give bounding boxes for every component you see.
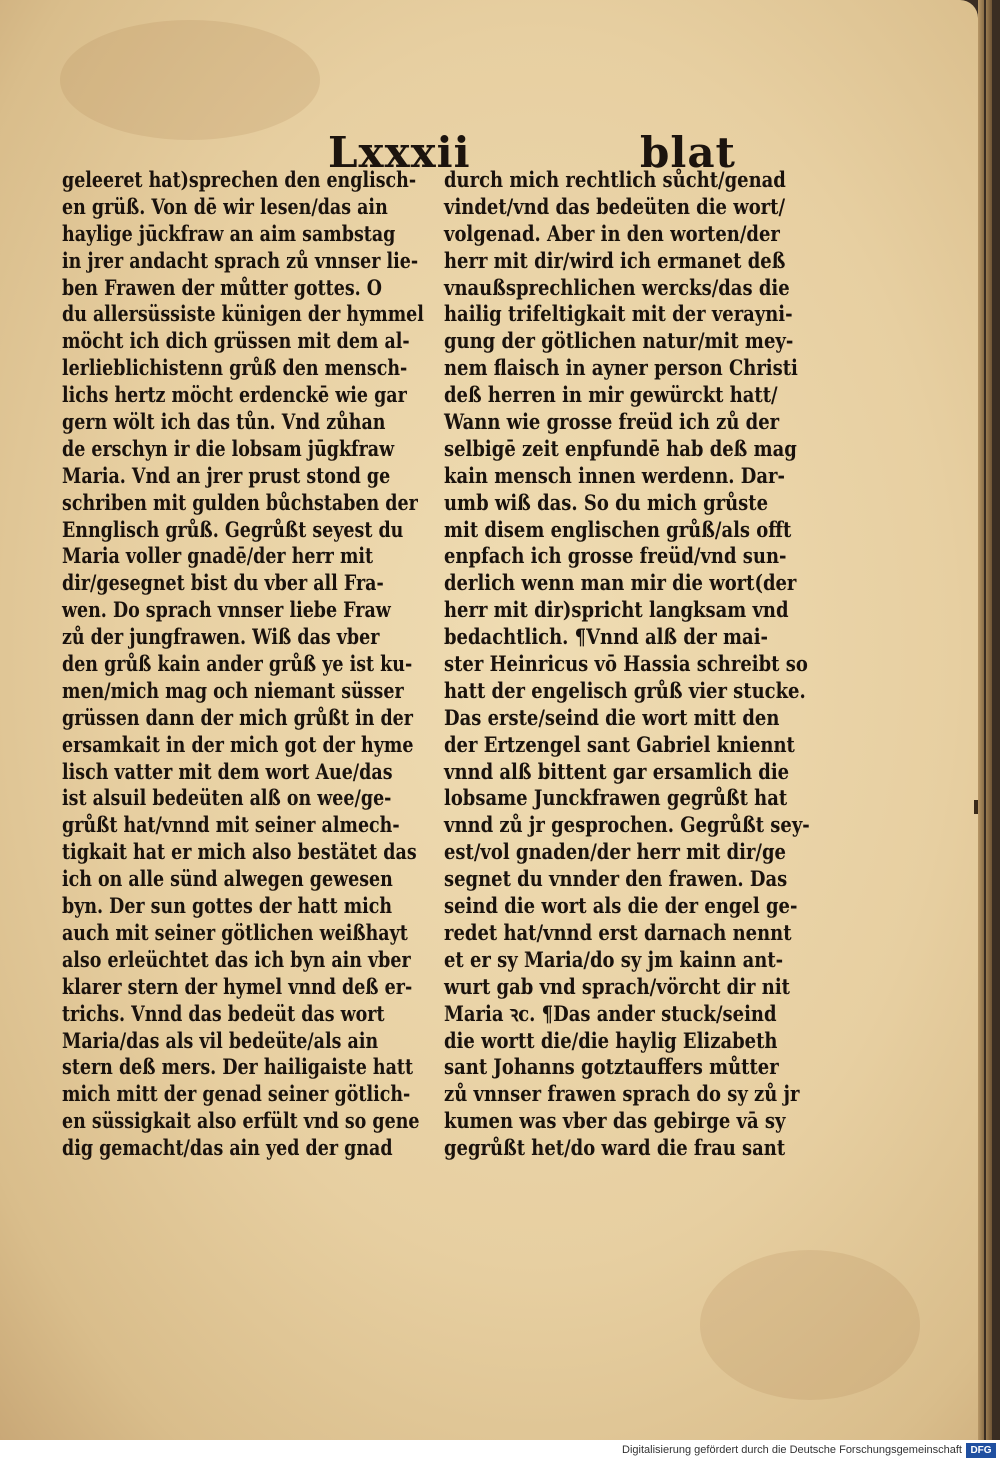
text-line: vnaußsprechlichen wercks/das die — [444, 275, 790, 301]
text-line: herr mit dir/wird ich ermanet deß — [444, 248, 786, 274]
text-line: dir/gesegnet bist du vber all Fra- — [62, 571, 384, 597]
text-line: lerlieblichistenn grůß den mensch- — [62, 356, 408, 382]
text-line: et er sy Maria/do sy jm kainn ant- — [444, 947, 784, 973]
text-line: kain mensch innen werdenn. Dar- — [444, 463, 785, 489]
text-line: tigkait hat er mich also bestätet das — [62, 840, 417, 866]
text-line: vnnd zů jr gesprochen. Gegrůßt sey- — [444, 813, 810, 839]
text-line: ster Heinricus vō Hassia schreibt so — [444, 652, 808, 678]
text-line: Ennglisch grůß. Gegrůßt seyest du — [62, 517, 404, 543]
text-line: gern wölt ich das tůn. Vnd zůhan — [62, 410, 386, 436]
text-line: wen. Do sprach vnnser liebe Fraw — [62, 598, 391, 624]
folio-number: Lxxxii — [328, 128, 471, 177]
text-line: Maria/das als vil bedeüte/als ain — [62, 1028, 379, 1054]
text-line: vnnd alß bittent gar ersamlich die — [444, 759, 790, 785]
text-line: vindet/vnd das bedeüten die wort/ — [444, 194, 786, 220]
funding-credit: Digitalisierung gefördert durch die Deutsche Forschungsgemeinschaft — [622, 1444, 962, 1456]
text-line: selbigē zeit enpfundē hab deß mag — [444, 436, 797, 462]
text-line: kumen was vber das gebirge vā sy — [444, 1109, 786, 1135]
text-line: byn. Der sun gottes der hatt mich — [62, 894, 393, 920]
text-line: zů vnnser frawen sprach do sy zů jr — [444, 1082, 800, 1108]
text-line: ben Frawen der můtter gottes. O — [62, 275, 383, 301]
text-line: möcht ich dich grüssen mit dem al- — [62, 329, 410, 355]
paper-stain — [700, 1250, 920, 1400]
text-line: geleeret hat)sprechen den englisch- — [62, 168, 417, 193]
text-line: herr mit dir)spricht langksam vnd — [444, 598, 789, 624]
page-edge — [978, 0, 984, 1440]
text-line: en süssigkait also erfült vnd so gene — [62, 1109, 420, 1135]
text-line: segnet du vnnder den frawen. Das — [444, 867, 788, 893]
text-line: lobsame Junckfrawen gegrůßt hat — [444, 786, 788, 812]
text-line: mich mitt der genad seiner götlich- — [62, 1082, 411, 1108]
margin-mark — [974, 800, 978, 814]
text-line: haylige jūckfraw an aim sambstag — [62, 221, 396, 247]
text-line: en grüß. Von dē wir lesen/das ain — [62, 194, 388, 220]
text-line: zů der jungfrawen. Wiß das vber — [62, 625, 380, 651]
text-line: dig gemacht/das ain yed der gnad — [62, 1136, 393, 1162]
page-edge — [986, 0, 992, 1440]
text-line: Maria ꝛc. ¶Das ander stuck/seind — [444, 1001, 777, 1027]
text-line: hailig trifeltigkait mit der verayni- — [444, 302, 793, 328]
text-line: volgenad. Aber in den worten/der — [444, 221, 780, 247]
text-line: lichs hertz möcht erdenckē wie gar — [62, 383, 407, 409]
text-column-left — [62, 168, 424, 1163]
text-line: umb wiß das. So du mich grůste — [444, 490, 769, 516]
text-line: nem flaisch in ayner person Christi — [444, 356, 798, 382]
text-line: ist alsuil bedeüten alß on wee/ge- — [62, 786, 392, 812]
text-line: wurt gab vnd sprach/vörcht dir nit — [444, 974, 790, 1000]
text-line: Maria voller gnadē/der herr mit — [62, 544, 374, 570]
text-line: gung der götlichen natur/mit mey- — [444, 329, 794, 355]
text-line: auch mit seiner götlichen weißhayt — [62, 920, 408, 946]
text-line: du allersüssiste künigen der hymmel — [62, 302, 424, 328]
text-line: enpfach ich grosse freüd/vnd sun- — [444, 544, 787, 570]
text-line: gegrůßt het/do ward die frau sant — [444, 1136, 786, 1162]
text-line: seind die wort als die der engel ge- — [444, 894, 798, 920]
text-column-right — [444, 168, 810, 1163]
text-line: ersamkait in der mich got der hyme — [62, 732, 414, 758]
text-line: ich on alle sünd alwegen gewesen — [62, 867, 393, 893]
text-line: Das erste/seind die wort mitt den — [444, 705, 780, 731]
text-line: klarer stern der hymel vnnd deß er- — [62, 974, 413, 1000]
text-line: den grůß kain ander grůß ye ist ku- — [62, 652, 413, 678]
text-line: durch mich rechtlich sůcht/genad — [444, 168, 786, 193]
text-line: derlich wenn man mir die wort(der — [444, 571, 797, 597]
text-line: der Ertzengel sant Gabriel kniennt — [444, 732, 795, 758]
running-title: blat — [640, 128, 736, 177]
text-line: hatt der engelisch grůß vier stucke. — [444, 678, 806, 704]
text-line: est/vol gnaden/der herr mit dir/ge — [444, 840, 786, 866]
text-line: die wortt die/die haylig Elizabeth — [444, 1028, 778, 1054]
text-line: bedachtlich. ¶Vnnd alß der mai- — [444, 625, 768, 651]
text-line: grůßt hat/vnnd mit seiner almech- — [62, 813, 400, 839]
dfg-logo: DFG — [966, 1443, 996, 1458]
text-line: trichs. Vnnd das bedeüt das wort — [62, 1001, 385, 1027]
text-line: mit disem englischen grůß/als offt — [444, 517, 792, 543]
text-line: Maria. Vnd an jrer prust stond ge — [62, 463, 391, 489]
text-line: in jrer andacht sprach zů vnnser lie- — [62, 248, 419, 274]
text-line: also erleüchtet das ich byn ain vber — [62, 947, 411, 973]
paper-stain — [60, 20, 320, 140]
text-line: schriben mit gulden bůchstaben der — [62, 490, 418, 516]
text-line: sant Johanns gotztauffers můtter — [444, 1055, 779, 1081]
text-line: redet hat/vnnd erst darnach nennt — [444, 920, 792, 946]
text-line: deß herren in mir gewürckt hatt/ — [444, 383, 778, 409]
text-line: stern deß mers. Der hailigaiste hatt — [62, 1055, 414, 1081]
text-line: grüssen dann der mich grůßt in der — [62, 705, 413, 731]
text-line: lisch vatter mit dem wort Aue/das — [62, 759, 393, 785]
text-line: Wann wie grosse freüd ich zů der — [444, 410, 780, 436]
footer-bar — [0, 1440, 1000, 1463]
text-line: de erschyn ir die lobsam jūgkfraw — [62, 436, 395, 462]
text-line: men/mich mag och niemant süsser — [62, 678, 404, 704]
